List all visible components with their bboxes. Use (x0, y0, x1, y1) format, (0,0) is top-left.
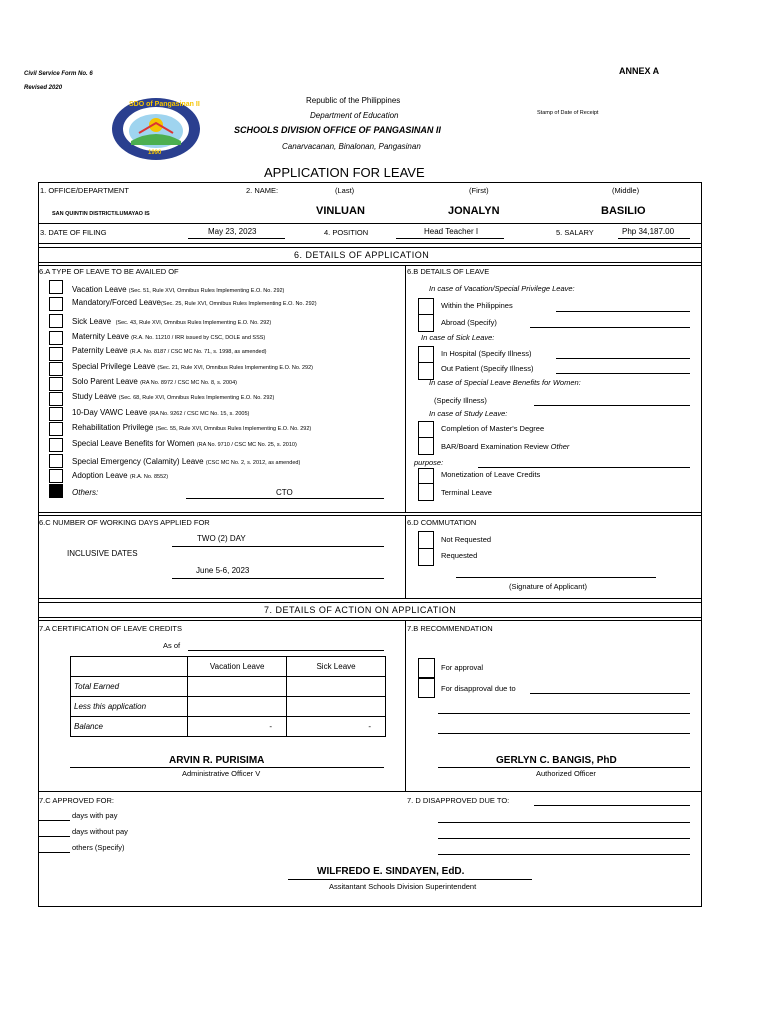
leave-type-item: Vacation Leave (Sec. 51, Rule XVI, Omnibus Rules Implementing E.O. No. 292) (72, 285, 285, 294)
superintendent-name: WILFREDO E. SINDAYEN, EdD. (317, 866, 465, 877)
leave-type-item: Study Leave (Sec. 68, Rule XVI, Omnibus Rules Implementing E.O. No. 292) (72, 392, 275, 401)
salary-value: Php 34,187.00 (622, 227, 675, 236)
superintendent-title: Assitantant Schools Division Superintendent (329, 882, 477, 891)
study-heading: In case of Study Leave: (429, 409, 508, 418)
section6a-title: 6.A TYPE OF LEAVE TO BE AVAILED OF (39, 267, 179, 276)
revised-date: Revised 2020 (24, 85, 63, 91)
form-number: Civil Service Form No. 6 (24, 71, 93, 77)
working-days-value: TWO (2) DAY (197, 534, 246, 543)
office-line: SCHOOLS DIVISION OFFICE OF PANGASINAN II (234, 125, 441, 135)
leave-type-item: Special Privilege Leave (Sec. 21, Rule XVI, Omnibus Rules Implementing E.O. No. 292) (72, 362, 314, 371)
checkbox-not-requested[interactable] (418, 531, 434, 549)
checkbox-others[interactable] (49, 484, 63, 498)
middle-name-value: BASILIO (601, 205, 646, 217)
table-row: Less this application (71, 697, 386, 717)
checkbox-for-approval[interactable] (418, 658, 435, 678)
checkbox-adoption-leave[interactable] (49, 469, 63, 483)
specify-illness-label: (Specify Illness) (434, 396, 487, 405)
section6c-title: 6.C NUMBER OF WORKING DAYS APPLIED FOR (39, 518, 210, 527)
within-philippines-label: Within the Philippines (441, 301, 513, 310)
section7-title: 7. DETAILS OF ACTION ON APPLICATION (264, 605, 457, 615)
department-line: Department of Education (310, 111, 399, 120)
days-with-pay-label: days with pay (72, 811, 118, 820)
requested-label: Requested (441, 551, 478, 560)
purpose-label: purpose: (414, 458, 444, 467)
table-row: Total Earned (71, 677, 386, 697)
leave-credits-table (70, 656, 386, 737)
last-name-value: VINLUAN (316, 205, 365, 217)
column-header: Sick Leave (287, 657, 386, 677)
inclusive-dates-value: June 5-6, 2023 (196, 566, 250, 575)
position-label: 4. POSITION (324, 228, 369, 237)
office-label: 1. OFFICE/DEPARTMENT (40, 186, 129, 195)
checkbox-calamity-leave[interactable] (49, 454, 63, 468)
name-label: 2. NAME: (246, 186, 279, 195)
checkbox-requested[interactable] (418, 548, 434, 566)
checkbox-maternity-leave[interactable] (49, 331, 63, 345)
women-heading: In case of Special Leave Benefits for Women: (429, 378, 581, 387)
sdo-logo (111, 97, 201, 161)
salary-label: 5. SALARY (556, 228, 594, 237)
address-line: Canarvacanan, Binalonan, Pangasinan (282, 142, 421, 151)
leave-type-item: Special Emergency (Calamity) Leave (CSC MC No. 2, s. 2012, as amended) (72, 457, 301, 466)
as-of-label: As of (163, 641, 181, 650)
form-title: APPLICATION FOR LEAVE (264, 165, 425, 180)
annex-label: ANNEX A (619, 66, 660, 76)
republic-line: Republic of the Philippines (306, 96, 401, 105)
checkbox-bar-review[interactable] (418, 437, 434, 455)
vacation-heading: In case of Vacation/Special Privilege Leave: (429, 284, 575, 293)
days-without-pay-label: days without pay (72, 827, 128, 836)
checkbox-special-privilege-leave[interactable] (49, 362, 63, 376)
sick-heading: In case of Sick Leave: (421, 333, 495, 342)
leave-type-item: Paternity Leave (R.A. No. 8187 / CSC MC No. 71, s. 1998, as amended) (72, 346, 267, 355)
section6d-title: 6.D COMMUTATION (407, 518, 477, 527)
leave-type-item: Mandatory/Forced Leave(Sec. 25, Rule XVI, Omnibus Rules Implementing E.O. No. 292) (72, 298, 317, 307)
monetization-label: Monetization of Leave Credits (441, 470, 541, 479)
certifying-officer-title: Administrative Officer V (182, 769, 261, 778)
leave-type-item: 10-Day VAWC Leave (RA No. 9262 / CSC MC No. 15, s. 2005) (72, 408, 250, 417)
applicant-signature-label: (Signature of Applicant) (509, 582, 587, 591)
others-label: Others: (72, 488, 99, 497)
in-hospital-label: In Hospital (Specify Illness) (441, 349, 532, 358)
receipt-stamp-label: Stamp of Date of Receipt (537, 110, 599, 116)
column-header: Vacation Leave (188, 657, 287, 677)
not-requested-label: Not Requested (441, 535, 492, 544)
bar-review-label: BAR/Board Examination Review Other (441, 442, 570, 451)
checkbox-for-disapproval[interactable] (418, 678, 435, 698)
checkbox-solo-parent-leave[interactable] (49, 377, 63, 391)
certifying-officer-name: ARVIN R. PURISIMA (169, 755, 265, 766)
leave-type-item: Solo Parent Leave (RA No. 8972 / CSC MC No. 8, s. 2004) (72, 377, 237, 386)
logo-year: 1990 (148, 150, 162, 156)
section7a-title: 7.A CERTIFICATION OF LEAVE CREDITS (39, 624, 182, 633)
checkbox-paternity-leave[interactable] (49, 347, 63, 361)
section6-cd (38, 515, 702, 599)
first-name-value: JONALYN (448, 205, 500, 217)
position-value: Head Teacher I (424, 227, 479, 236)
section7b-title: 7.B RECOMMENDATION (407, 624, 493, 633)
checkbox-rehabilitation-leave[interactable] (49, 422, 63, 436)
checkbox-study-leave[interactable] (49, 392, 63, 406)
masters-label: Completion of Master's Degree (441, 424, 545, 433)
for-approval-label: For approval (441, 663, 484, 672)
table-row: Balance - - (71, 717, 386, 737)
logo-text: SDO of Pangasinan II (129, 101, 200, 108)
leave-type-item: Rehabilitation Privilege (Sec. 55, Rule XVI, Omnibus Rules Implementing E.O. No. 292) (72, 423, 312, 432)
leave-type-item: Sick Leave (Sec. 43, Rule XVI, Omnibus Rules Implementing E.O. No. 292) (72, 317, 272, 326)
authorized-officer-name: GERLYN C. BANGIS, PhD (496, 755, 617, 766)
inclusive-dates-label: INCLUSIVE DATES (67, 549, 138, 558)
middle-label: (Middle) (612, 186, 640, 195)
leave-type-item: Adoption Leave (R.A. No. 8552) (72, 471, 169, 480)
filing-date-label: 3. DATE OF FILING (40, 228, 107, 237)
section7c-title: 7.C APPROVED FOR: (39, 796, 115, 805)
filing-date-value: May 23, 2023 (208, 227, 257, 236)
terminal-label: Terminal Leave (441, 488, 492, 497)
checkbox-sick-leave[interactable] (49, 314, 63, 328)
checkbox-vawc-leave[interactable] (49, 407, 63, 421)
out-patient-label: Out Patient (Specify Illness) (441, 364, 534, 373)
leave-type-item: Special Leave Benefits for Women (RA No. 9710 / CSC MC No. 25, s. 2010) (72, 439, 297, 448)
section6b-title: 6.B DETAILS OF LEAVE (407, 267, 490, 276)
checkbox-vacation-leave[interactable] (49, 280, 63, 294)
last-label: (Last) (335, 186, 355, 195)
authorized-officer-title: Authorized Officer (536, 769, 596, 778)
checkbox-terminal-leave[interactable] (418, 483, 434, 501)
section6-title: 6. DETAILS OF APPLICATION (294, 250, 430, 260)
checkbox-mandatory-leave[interactable] (49, 297, 63, 311)
first-label: (First) (469, 186, 489, 195)
abroad-label: Abroad (Specify) (441, 318, 497, 327)
office-value: SAN QUINTIN DISTRICT/LUMAYAO IS (52, 211, 150, 217)
leave-type-item: Maternity Leave (R.A. No. 11210 / IRR issued by CSC, DOLE and SSS) (72, 332, 266, 341)
checkbox-women-leave[interactable] (49, 438, 63, 452)
section7d-title: 7. D DISAPPROVED DUE TO: (407, 796, 510, 805)
for-disapproval-label: For disapproval due to (441, 684, 516, 693)
checkbox-abroad[interactable] (418, 314, 434, 332)
others-specify-label: others (Specify) (72, 843, 125, 852)
others-value: CTO (276, 488, 293, 497)
